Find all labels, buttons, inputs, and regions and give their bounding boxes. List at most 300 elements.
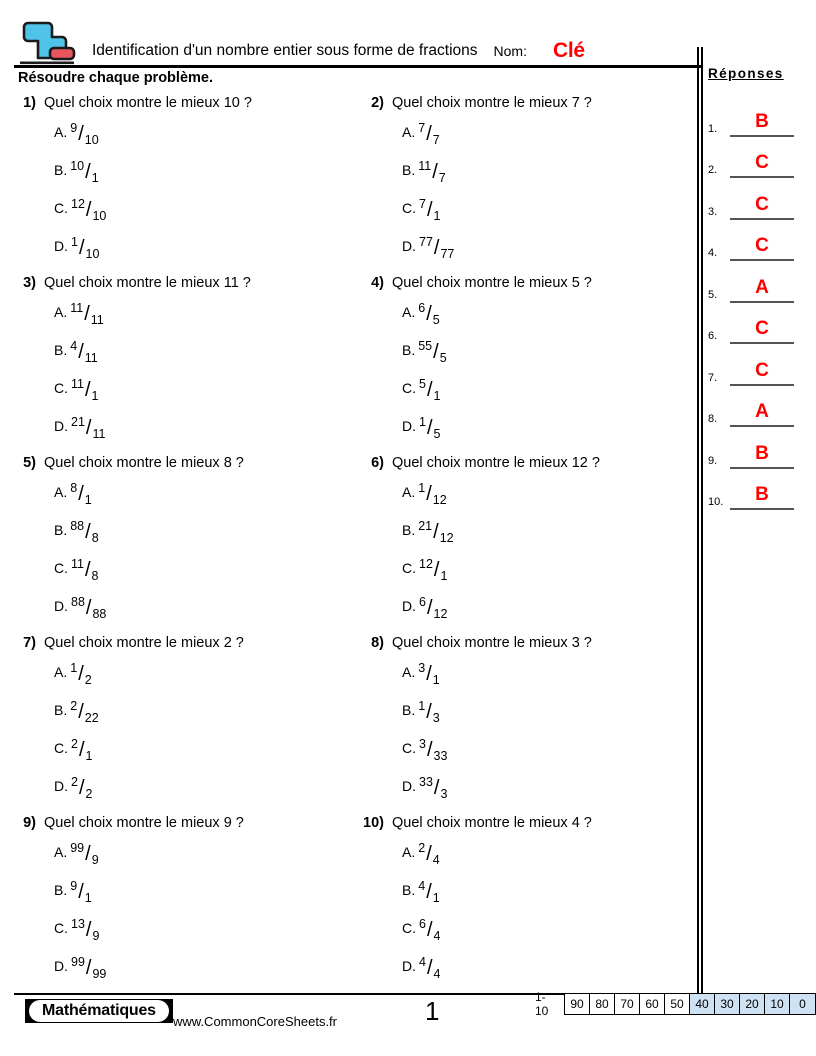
fraction-denominator: 4 xyxy=(433,967,441,981)
fraction-denominator: 12 xyxy=(439,531,454,545)
choice-letter: D. xyxy=(402,418,416,434)
problem-question: Quel choix montre le mieux 2 ? xyxy=(44,635,244,651)
choice-option[interactable] xyxy=(54,733,362,771)
choice-letter: D. xyxy=(54,598,68,614)
fraction-denominator: 1 xyxy=(440,569,448,583)
fraction-denominator: 22 xyxy=(84,711,99,725)
fraction-denominator: 8 xyxy=(91,531,99,545)
fraction-numerator: 3 xyxy=(418,661,426,675)
problem-4 xyxy=(362,275,690,455)
fraction-numerator: 1 xyxy=(418,481,426,495)
fraction-numerator: 12 xyxy=(419,557,433,571)
score-cell[interactable]: 70 xyxy=(615,994,640,1014)
fraction-numerator: 12 xyxy=(71,197,85,211)
problem-3 xyxy=(14,275,362,455)
choice-option[interactable] xyxy=(402,695,690,733)
fraction xyxy=(71,197,107,223)
fraction-denominator: 3 xyxy=(440,787,448,801)
choice-option[interactable] xyxy=(402,875,690,913)
fraction-denominator: 9 xyxy=(92,929,100,943)
answer-row xyxy=(708,469,804,511)
fraction xyxy=(418,481,447,507)
choice-option[interactable] xyxy=(54,695,362,733)
fraction-slash-icon: / xyxy=(84,303,90,325)
choice-letter: D. xyxy=(54,958,68,974)
choice-letter: C. xyxy=(54,560,68,576)
answer-index: 7. xyxy=(708,371,718,384)
fraction-slash-icon: / xyxy=(426,199,433,221)
fraction-numerator: 13 xyxy=(71,917,85,931)
choice-option[interactable] xyxy=(54,913,362,951)
fraction-denominator: 1 xyxy=(433,389,441,403)
answer-index: 8. xyxy=(708,413,718,425)
choice-option[interactable] xyxy=(54,875,362,913)
choice-letter: A. xyxy=(402,844,416,860)
fraction xyxy=(418,159,446,185)
problem-number: 2) xyxy=(371,95,384,111)
fraction-denominator: 5 xyxy=(433,427,441,441)
answer-value: C xyxy=(755,193,769,215)
fraction xyxy=(418,301,440,327)
fraction-numerator: 99 xyxy=(70,841,85,855)
fraction xyxy=(71,377,99,403)
choice-letter: B. xyxy=(402,702,416,718)
page-header xyxy=(0,0,816,66)
choice-option[interactable] xyxy=(54,553,362,591)
problem-row xyxy=(14,815,690,995)
problem-question: Quel choix montre le mieux 3 ? xyxy=(392,635,592,651)
choice-option[interactable] xyxy=(54,231,362,269)
choice-option[interactable] xyxy=(54,477,362,515)
answer-value: C xyxy=(755,152,769,173)
problem-header xyxy=(362,95,690,111)
fraction-slash-icon: / xyxy=(85,417,92,439)
score-cell[interactable]: 0 xyxy=(790,994,815,1014)
fraction-slash-icon: / xyxy=(85,161,91,183)
choice-option[interactable] xyxy=(402,771,690,809)
answer-value: B xyxy=(755,442,769,464)
fraction-numerator: 4 xyxy=(418,879,426,893)
title-row xyxy=(92,38,702,64)
fraction-slash-icon: / xyxy=(433,237,440,259)
fraction xyxy=(419,737,448,763)
choice-list xyxy=(402,657,690,809)
fraction-denominator: 4 xyxy=(432,853,440,867)
choice-option[interactable] xyxy=(402,335,690,373)
fraction-slash-icon: / xyxy=(78,881,84,903)
fraction-slash-icon: / xyxy=(426,881,432,903)
score-cell[interactable]: 50 xyxy=(665,994,690,1014)
choice-letter: B. xyxy=(402,522,416,538)
choice-list xyxy=(54,477,362,629)
fraction-numerator: 8 xyxy=(70,481,78,495)
fraction xyxy=(71,557,99,583)
problem-6 xyxy=(362,455,690,635)
fraction-denominator: 2 xyxy=(85,787,93,801)
problem-1 xyxy=(14,95,362,275)
problem-header xyxy=(362,455,690,471)
fraction-denominator: 1 xyxy=(91,389,99,403)
choice-option[interactable] xyxy=(54,515,362,553)
score-cell[interactable]: 20 xyxy=(740,994,765,1014)
fraction-numerator: 11 xyxy=(71,377,84,391)
answer-row xyxy=(708,220,804,262)
fraction-denominator: 3 xyxy=(432,711,440,725)
choice-list xyxy=(54,117,362,269)
score-cell[interactable]: 80 xyxy=(590,994,615,1014)
fraction-numerator: 33 xyxy=(419,775,433,789)
fraction-numerator: 11 xyxy=(71,557,84,571)
choice-option[interactable] xyxy=(402,117,690,155)
fraction xyxy=(419,415,441,441)
fraction-slash-icon: / xyxy=(78,663,84,685)
fraction-slash-icon: / xyxy=(78,701,84,723)
fraction-slash-icon: / xyxy=(433,559,440,581)
problem-2 xyxy=(362,95,690,275)
choice-option[interactable] xyxy=(54,837,362,875)
fraction-slash-icon: / xyxy=(85,521,91,543)
fraction-denominator: 88 xyxy=(92,607,107,621)
fraction-slash-icon: / xyxy=(78,739,85,761)
fraction-slash-icon: / xyxy=(426,123,432,145)
fraction xyxy=(70,519,99,545)
problem-number: 9) xyxy=(23,815,36,831)
choice-option[interactable] xyxy=(402,297,690,335)
fraction-numerator: 6 xyxy=(419,595,426,609)
choice-letter: C. xyxy=(402,740,416,756)
choice-option[interactable] xyxy=(402,913,690,951)
column-divider xyxy=(697,47,703,993)
choice-letter: B. xyxy=(54,162,68,178)
answer-value: C xyxy=(755,359,769,381)
answer-row xyxy=(708,344,804,386)
problem-question: Quel choix montre le mieux 11 ? xyxy=(44,275,251,291)
fraction-denominator: 12 xyxy=(432,493,447,507)
fraction xyxy=(419,377,441,403)
problem-5 xyxy=(14,455,362,635)
fraction-slash-icon: / xyxy=(426,701,432,723)
answer-value: B xyxy=(755,110,769,132)
fraction-numerator: 4 xyxy=(70,339,78,353)
choice-option[interactable] xyxy=(402,477,690,515)
fraction-slash-icon: / xyxy=(426,597,433,619)
fraction-denominator: 4 xyxy=(433,929,441,943)
answer-value: A xyxy=(755,276,769,298)
fraction xyxy=(70,301,104,327)
choice-letter: B. xyxy=(54,342,68,358)
name-value: Clé xyxy=(552,39,585,62)
fraction-slash-icon: / xyxy=(85,597,92,619)
fraction xyxy=(419,235,455,261)
fraction-slash-icon: / xyxy=(426,303,432,325)
choice-option[interactable] xyxy=(402,231,690,269)
fraction-slash-icon: / xyxy=(84,379,91,401)
choice-option[interactable] xyxy=(402,193,690,231)
fraction xyxy=(419,917,441,943)
choice-option[interactable] xyxy=(402,373,690,411)
choice-letter: A. xyxy=(402,304,416,320)
fraction xyxy=(419,775,448,801)
choice-letter: D. xyxy=(402,778,416,794)
answer-index: 2. xyxy=(708,164,718,176)
fraction-denominator: 11 xyxy=(84,351,98,365)
score-cell[interactable]: 60 xyxy=(640,994,665,1014)
choice-option[interactable] xyxy=(402,837,690,875)
fraction-numerator: 2 xyxy=(70,699,78,713)
subject-badge-label: Mathématiques xyxy=(29,1000,169,1022)
fraction-denominator: 12 xyxy=(433,607,448,621)
fraction-denominator: 1 xyxy=(432,891,440,905)
fraction-numerator: 6 xyxy=(418,301,426,315)
problem-number: 5) xyxy=(23,455,36,471)
fraction-denominator: 2 xyxy=(84,673,92,687)
problem-header xyxy=(14,455,362,471)
answer-value: A xyxy=(755,401,769,422)
choice-letter: A. xyxy=(54,484,68,500)
fraction xyxy=(71,775,93,801)
fraction-denominator: 1 xyxy=(91,171,99,185)
choice-option[interactable] xyxy=(54,193,362,231)
problem-number: 3) xyxy=(23,275,36,291)
fraction-numerator: 4 xyxy=(419,955,426,969)
fraction-slash-icon: / xyxy=(426,417,433,439)
fraction-numerator: 11 xyxy=(70,301,84,315)
fraction xyxy=(71,737,93,763)
problem-header xyxy=(14,95,362,111)
problem-9 xyxy=(14,815,362,995)
fraction-denominator: 10 xyxy=(92,209,107,223)
answer-index: 5. xyxy=(708,288,718,301)
problem-number: 8) xyxy=(371,635,384,651)
answer-row xyxy=(708,427,804,469)
instruction-text: Résoudre chaque problème. xyxy=(18,70,213,86)
choice-letter: C. xyxy=(402,380,416,396)
problem-question: Quel choix montre le mieux 7 ? xyxy=(392,95,592,111)
fraction xyxy=(71,595,107,621)
fraction xyxy=(418,661,440,687)
fraction-slash-icon: / xyxy=(426,663,432,685)
fraction xyxy=(70,121,99,147)
fraction-denominator: 7 xyxy=(438,171,446,185)
fraction-denominator: 77 xyxy=(440,247,455,261)
fraction-numerator: 1 xyxy=(71,235,78,249)
fraction-numerator: 2 xyxy=(71,775,78,789)
fraction-slash-icon: / xyxy=(78,123,84,145)
fraction xyxy=(419,557,448,583)
fraction-slash-icon: / xyxy=(85,957,92,979)
problem-header xyxy=(362,815,690,831)
answer-index: 3. xyxy=(708,205,718,218)
answer-blank-line[interactable] xyxy=(730,508,794,510)
fraction-slash-icon: / xyxy=(84,559,91,581)
choice-letter: D. xyxy=(402,958,416,974)
score-cell[interactable]: 30 xyxy=(715,994,740,1014)
choice-letter: A. xyxy=(402,664,416,680)
problem-question: Quel choix montre le mieux 9 ? xyxy=(44,815,244,831)
fraction-denominator: 33 xyxy=(433,749,448,763)
fraction xyxy=(70,481,92,507)
fraction-numerator: 1 xyxy=(70,661,78,675)
choice-letter: A. xyxy=(54,664,68,680)
fraction-slash-icon: / xyxy=(426,739,433,761)
choice-letter: C. xyxy=(402,920,416,936)
answer-value: B xyxy=(755,484,769,505)
fraction-slash-icon: / xyxy=(78,483,84,505)
subject-badge xyxy=(25,999,173,1023)
fraction-slash-icon: / xyxy=(433,341,439,363)
choice-option[interactable] xyxy=(54,297,362,335)
choice-option[interactable] xyxy=(54,411,362,449)
fraction-numerator: 1 xyxy=(419,415,426,429)
answer-key-title: Réponses xyxy=(708,66,784,81)
fraction xyxy=(418,519,454,545)
fraction xyxy=(418,879,440,905)
choice-letter: C. xyxy=(54,740,68,756)
header-divider xyxy=(14,65,702,68)
choice-option[interactable] xyxy=(402,657,690,695)
choice-letter: C. xyxy=(402,560,416,576)
choice-letter: D. xyxy=(402,238,416,254)
choice-list xyxy=(54,657,362,809)
score-cells xyxy=(564,993,816,1015)
choice-letter: C. xyxy=(54,920,68,936)
problem-row xyxy=(14,275,690,455)
choice-option[interactable] xyxy=(54,657,362,695)
fraction xyxy=(71,917,100,943)
choice-option[interactable] xyxy=(402,591,690,629)
choice-list xyxy=(402,477,690,629)
fraction xyxy=(70,841,99,867)
choice-option[interactable] xyxy=(54,335,362,373)
fraction-slash-icon: / xyxy=(432,161,438,183)
fraction-numerator: 77 xyxy=(419,235,433,249)
choice-letter: A. xyxy=(54,844,68,860)
fraction-denominator: 1 xyxy=(85,749,93,763)
fraction-denominator: 7 xyxy=(432,133,440,147)
choice-option[interactable] xyxy=(54,373,362,411)
fraction-numerator: 9 xyxy=(70,879,78,893)
score-scale xyxy=(535,990,816,1018)
fraction-denominator: 8 xyxy=(91,569,99,583)
answer-value: C xyxy=(755,235,769,256)
answer-row xyxy=(708,386,804,428)
fraction-slash-icon: / xyxy=(85,843,91,865)
answer-row xyxy=(708,261,804,303)
choice-letter: D. xyxy=(402,598,416,614)
score-cell[interactable]: 90 xyxy=(565,994,590,1014)
choice-option[interactable] xyxy=(402,515,690,553)
choice-option[interactable] xyxy=(54,155,362,193)
problem-question: Quel choix montre le mieux 10 ? xyxy=(44,95,252,111)
fraction-denominator: 10 xyxy=(84,133,99,147)
problem-row xyxy=(14,635,690,815)
fraction xyxy=(71,955,107,981)
fraction xyxy=(70,339,98,365)
choice-letter: B. xyxy=(54,702,68,718)
choice-option[interactable] xyxy=(54,591,362,629)
problem-number: 10) xyxy=(363,815,384,831)
score-range-label: 1-10 xyxy=(535,990,549,1018)
choice-option[interactable] xyxy=(402,155,690,193)
fraction-denominator: 10 xyxy=(85,247,100,261)
choice-option[interactable] xyxy=(402,411,690,449)
fraction-slash-icon: / xyxy=(426,843,432,865)
fraction xyxy=(419,955,441,981)
fraction xyxy=(70,159,99,185)
fraction-slash-icon: / xyxy=(426,957,433,979)
choice-letter: A. xyxy=(54,304,68,320)
fraction-slash-icon: / xyxy=(426,483,432,505)
fraction xyxy=(419,595,448,621)
choice-letter: D. xyxy=(54,418,68,434)
problem-number: 6) xyxy=(371,455,384,471)
fraction-numerator: 21 xyxy=(418,519,433,533)
choice-letter: C. xyxy=(54,200,68,216)
fraction xyxy=(418,699,440,725)
choice-letter: C. xyxy=(54,380,68,396)
problem-header xyxy=(362,275,690,291)
choice-option[interactable] xyxy=(402,733,690,771)
choice-option[interactable] xyxy=(402,553,690,591)
fraction-denominator: 1 xyxy=(84,493,92,507)
answer-index: 6. xyxy=(708,330,718,342)
problem-10 xyxy=(362,815,690,995)
problem-row xyxy=(14,455,690,635)
fraction xyxy=(71,415,106,441)
problem-number: 7) xyxy=(23,635,36,651)
fraction-numerator: 55 xyxy=(418,339,433,353)
choice-letter: B. xyxy=(54,522,68,538)
choice-letter: A. xyxy=(402,124,416,140)
problem-question: Quel choix montre le mieux 8 ? xyxy=(44,455,244,471)
answer-row xyxy=(708,137,804,179)
choice-letter: A. xyxy=(402,484,416,500)
fraction xyxy=(418,121,440,147)
fraction xyxy=(418,339,447,365)
choice-letter: D. xyxy=(54,778,68,794)
choice-option[interactable] xyxy=(402,951,690,989)
fraction-denominator: 9 xyxy=(91,853,99,867)
fraction-denominator: 1 xyxy=(432,673,440,687)
fraction-numerator: 9 xyxy=(70,121,78,135)
fraction-numerator: 1 xyxy=(418,699,426,713)
choice-list xyxy=(402,297,690,449)
choice-option[interactable] xyxy=(54,771,362,809)
problem-header xyxy=(362,635,690,651)
score-cell[interactable]: 10 xyxy=(765,994,790,1014)
choice-list xyxy=(402,837,690,989)
answer-key-column xyxy=(708,66,804,510)
answer-index: 1. xyxy=(708,122,718,135)
fraction xyxy=(419,197,441,223)
fraction-numerator: 2 xyxy=(71,737,78,751)
fraction xyxy=(70,699,99,725)
fraction-slash-icon: / xyxy=(426,919,433,941)
fraction-numerator: 3 xyxy=(419,737,426,751)
answer-index: 9. xyxy=(708,454,718,467)
fraction-numerator: 21 xyxy=(71,415,85,429)
choice-option[interactable] xyxy=(54,117,362,155)
choice-option[interactable] xyxy=(54,951,362,989)
choice-letter: B. xyxy=(402,342,416,358)
fraction-slash-icon: / xyxy=(426,379,433,401)
sheet-title: Identification d'un nombre entier sous forme de fractions xyxy=(92,42,478,59)
problem-header xyxy=(14,815,362,831)
answer-row xyxy=(708,178,804,220)
score-cell[interactable]: 40 xyxy=(690,994,715,1014)
fraction-numerator: 5 xyxy=(419,377,426,391)
website-url: www.CommonCoreSheets.fr xyxy=(173,1014,337,1029)
